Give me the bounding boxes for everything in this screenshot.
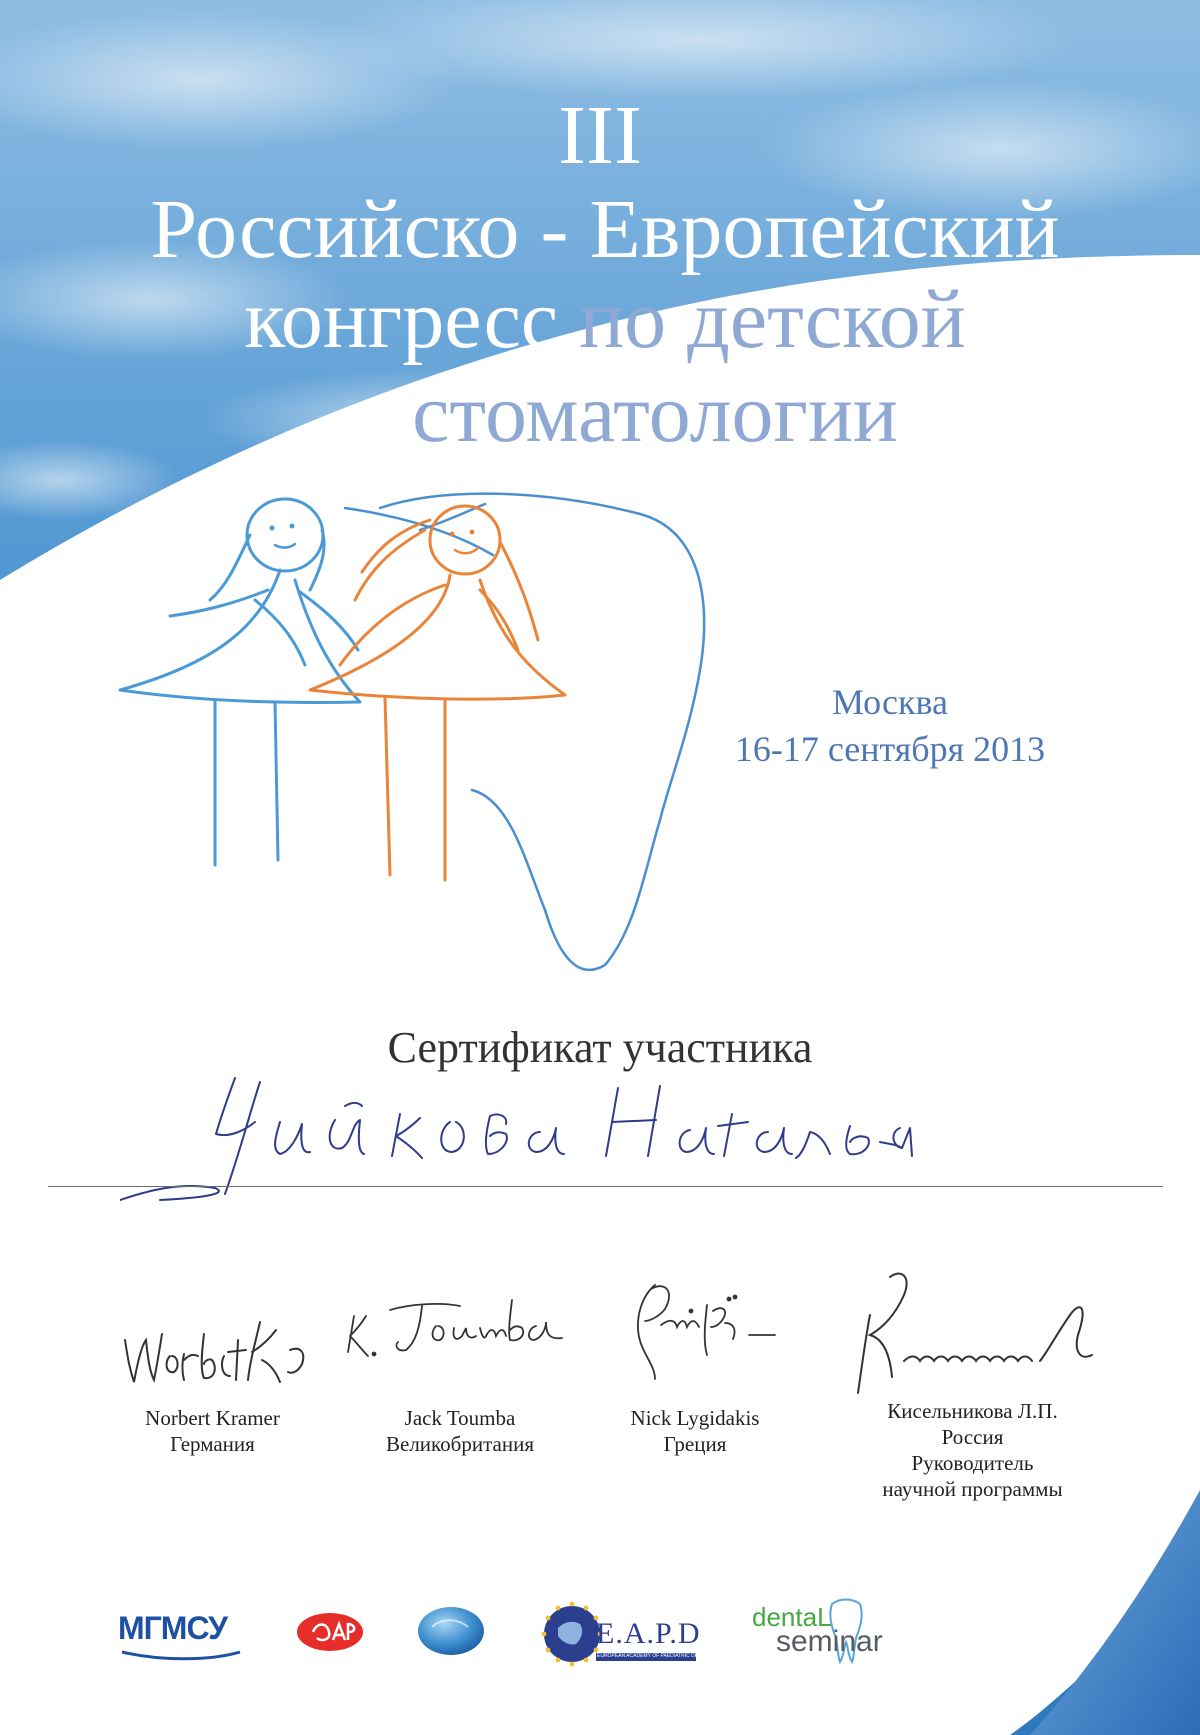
signatory-country: Греция <box>663 1432 727 1456</box>
congress-title-line-3: стоматологии <box>412 367 898 460</box>
participant-name-signature <box>120 1072 1020 1212</box>
venue-city: Москва <box>832 682 948 722</box>
orange-girl-legs <box>385 698 390 875</box>
globe-logo <box>416 1605 486 1657</box>
mgmsu-logo: МГМСУ <box>118 1610 228 1646</box>
signatory-country: Германия <box>170 1432 255 1456</box>
blue-girl-hair <box>210 535 250 600</box>
signatory-norbert-kramer <box>110 1405 315 1457</box>
congress-title-line-2 <box>5 272 1200 368</box>
congress-title-word-pediatric: по детской <box>558 273 966 366</box>
participant-name-line <box>48 1186 1163 1187</box>
signatory-role-line-1: Руководитель <box>911 1451 1034 1475</box>
dental-seminar-logo-bottom: seminar <box>776 1625 883 1658</box>
blue-girl-head <box>247 499 323 571</box>
eapd-logo-text: E.A.P.D <box>596 1617 701 1650</box>
certificate-title: Сертификат участника <box>387 1023 813 1072</box>
dental-seminar-logo-top: dentaL <box>752 1602 832 1632</box>
signatory-name: Norbert Kramer <box>145 1406 280 1430</box>
eapd-logo-subtitle: EUROPEAN ACADEMY OF PAEDIATRIC DENTISTRY <box>597 1653 720 1659</box>
signatory-name: Nick Lygidakis <box>630 1406 760 1430</box>
children-tooth-drawing <box>100 490 720 980</box>
congress-title-line-1: Российско - Европейский <box>150 183 1060 276</box>
signatory-country: Россия <box>941 1425 1004 1449</box>
nick-lygidakis-signature <box>625 1275 785 1385</box>
kiselnikova-signature <box>830 1265 1130 1395</box>
sap-logo <box>295 1610 365 1654</box>
congress-title-word-congress: конгресс <box>244 273 559 366</box>
blue-girl-arm <box>170 590 268 616</box>
signatory-kiselnikova <box>835 1398 1110 1502</box>
mgmsu-logo-swoosh <box>120 1649 242 1661</box>
signatory-role-line-2: научной программы <box>882 1477 1063 1501</box>
signatory-nick-lygidakis <box>595 1405 795 1457</box>
signatory-name: Jack Toumba <box>404 1406 516 1430</box>
signatory-name: Кисельникова Л.П. <box>887 1399 1058 1423</box>
signatory-jack-toumba <box>350 1405 570 1457</box>
congress-number: III <box>558 89 642 182</box>
jack-toumba-signature <box>340 1280 570 1370</box>
signatory-country: Великобритания <box>386 1432 534 1456</box>
tooth-outline <box>380 494 704 970</box>
venue-dates: 16-17 сентября 2013 <box>734 729 1046 769</box>
norbert-kramer-signature <box>120 1290 330 1390</box>
